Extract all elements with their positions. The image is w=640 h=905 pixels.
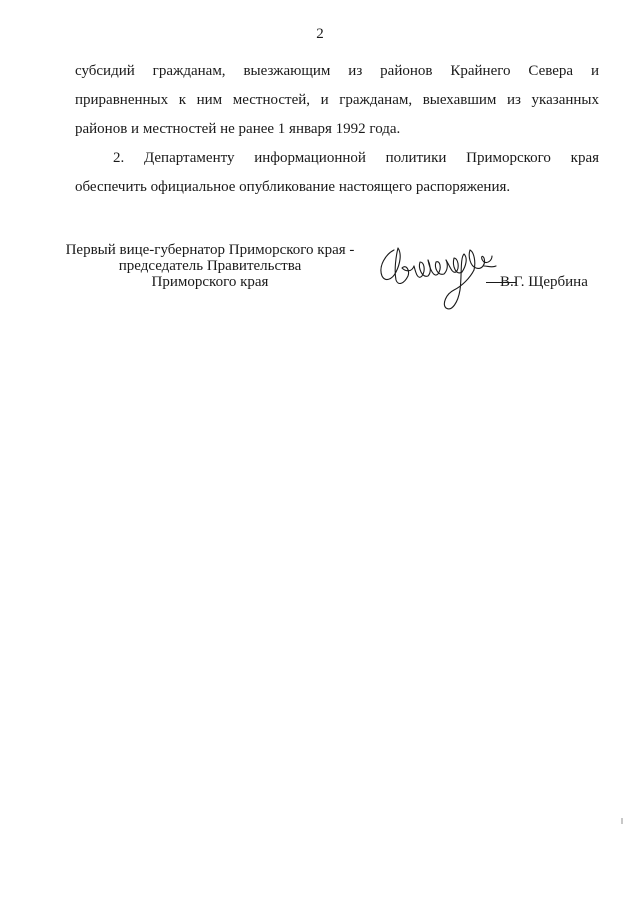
position-line: председатель Правительства (118, 258, 302, 274)
margin-mark (621, 818, 623, 824)
signature-block (60, 242, 620, 332)
paragraph-item-2 (75, 144, 599, 202)
handwritten-signature (372, 236, 502, 326)
text-line: 2. Департаменту информационной политики Приморского края (113, 150, 599, 166)
position-line: Приморского края (151, 274, 269, 290)
text-line: обеспечить официальное опубликование настоящего распоряжения. (75, 179, 511, 195)
document-body (75, 57, 599, 202)
text-line: районов и местностей не ранее 1 января 1992 года. (75, 121, 401, 137)
signatory-name: В.Г. Щербина (500, 274, 588, 290)
text-line: приравненных к ним местностей, и гражданам, выехавшим из указанных (75, 92, 599, 108)
paragraph-continuation (75, 57, 599, 144)
page-number: 2 (316, 26, 324, 42)
signatory-position (60, 242, 360, 290)
text-line: субсидий гражданам, выезжающим из районов Крайнего Севера и (75, 63, 599, 79)
position-line: Первый вице-губернатор Приморского края - (65, 242, 355, 258)
